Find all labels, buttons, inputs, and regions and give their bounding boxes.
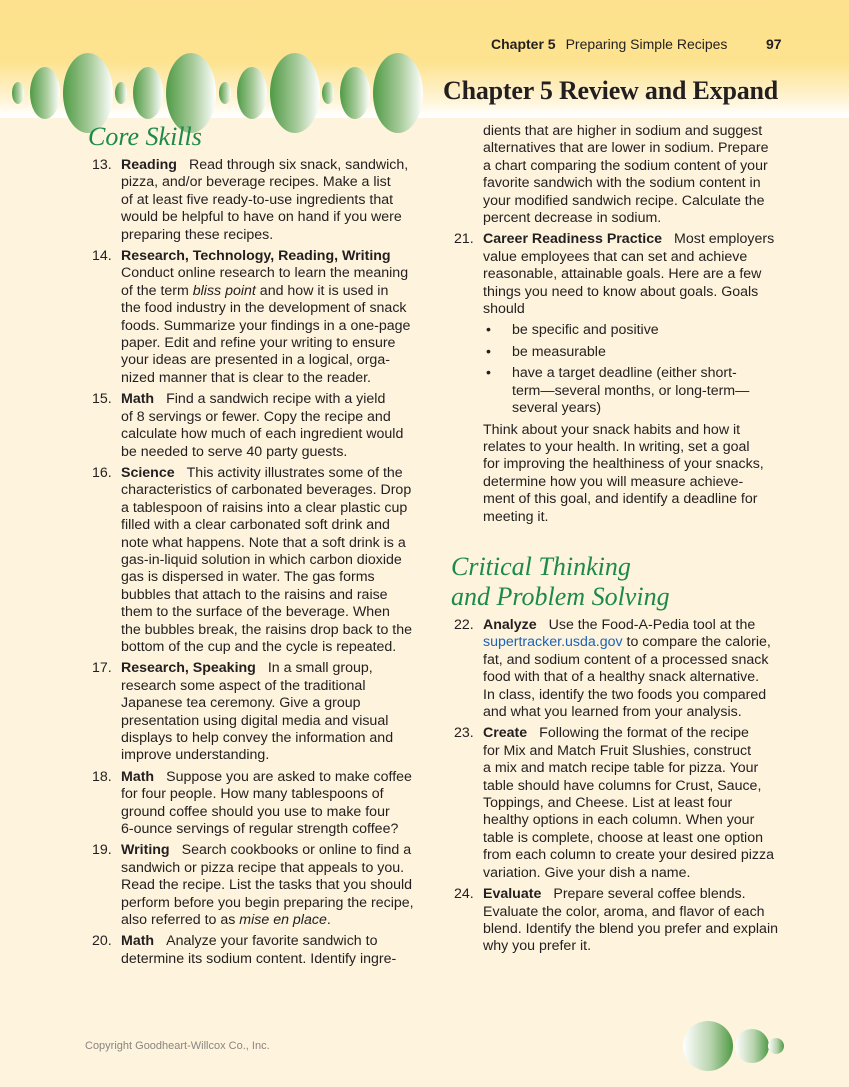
bullet-icon: • [486,365,491,382]
text-line [483,231,794,248]
item-label: Math [121,391,155,408]
line-text: Most employers [674,231,775,248]
text-line [483,509,794,526]
text-line [121,860,432,877]
line-text: gas is dispersed in water. The gas forms [121,569,375,586]
text-line [512,365,794,382]
line-text: several years) [512,400,602,417]
item-label: Math [121,768,155,785]
line-text: of at least five ready-to-use ingredients that [121,191,394,208]
text-line [121,535,432,552]
text-line [121,660,432,677]
line-text: should [483,301,525,318]
line-text: nized manner that is clear to the reader. [121,369,371,386]
text-line [483,439,794,456]
text-line [121,877,432,894]
circle-decoration [12,82,24,104]
text-line [121,895,432,912]
critical-thinking-list [454,617,794,960]
line-text: value employees that can set and achieve [483,248,748,265]
text-line [121,157,432,174]
text-line [121,248,432,265]
circle-decoration [768,1038,784,1054]
text-line [483,760,794,777]
text-line [483,474,794,491]
line-text: relates to your health. In writing, set a goal [483,438,750,455]
text-line [121,192,432,209]
text-line [512,400,794,417]
item-number: 23. [454,725,474,742]
line-text: Suppose you are asked to make coffee [166,768,412,785]
line-text: and what you learned from your analysis. [483,704,742,721]
text-line [483,456,794,473]
text-line [483,175,794,192]
line-text: term—several months, or long-term— [512,382,750,399]
activity-item [92,660,432,764]
line-text: table should have columns for Crust, Sauce, [483,777,762,794]
activity-item [92,465,432,656]
line-text: favorite sandwich with the sodium content in [483,175,761,192]
item-label: Writing [121,842,170,859]
chapter-number: Chapter 5 [491,36,556,52]
activity-item [454,886,794,956]
circle-decoration [340,67,370,119]
item-number: 14. [92,248,112,265]
text-line [121,622,432,639]
text-line [121,678,432,695]
text-line [483,158,794,175]
text-line [121,821,432,838]
circle-decoration [237,67,267,119]
text-line [121,370,432,387]
line-text: fat, and sodium content of a processed snack [483,651,769,668]
text-line [121,842,432,859]
bullet-item [483,365,794,417]
line-text: a mix and match recipe table for pizza. Your [483,760,759,777]
item-number: 13. [92,157,112,173]
website-link[interactable]: supertracker.usda.gov [483,634,623,651]
text-line [121,444,432,461]
line-text: your modified sandwich recipe. Calculate the [483,192,765,209]
text-line [121,409,432,426]
text-line [483,249,794,266]
line-text: alternatives that are lower in sodium. Prepare [483,140,769,157]
line-text: your ideas are presented in a logical, orga- [121,352,390,369]
item-number: 22. [454,617,474,633]
text-line [121,730,432,747]
item-number: 18. [92,768,112,785]
line-text: for four people. How many tablespoons of [121,786,384,803]
line-text: In a small group, [267,660,373,677]
text-line [483,938,794,955]
text-line [121,933,432,950]
text-line [483,193,794,210]
text-line [121,747,432,764]
core-skills-list [92,157,432,972]
bullet-item [483,322,794,339]
item-number: 21. [454,231,474,248]
line-text: research some aspect of the traditional [121,677,366,694]
line-text: . [326,912,331,929]
line-text: perform before you begin preparing the recipe, [121,894,414,911]
line-text: Evaluate the color, aroma, and flavor of each [483,903,765,920]
text-line [121,318,432,335]
circle-decoration [219,82,231,104]
line-text: things you need to know about goals. Goals [483,283,759,300]
line-text: filled with a clear carbonated soft drink and [121,517,390,534]
circle-decoration [115,82,127,104]
text-line [121,352,432,369]
circle-decoration [270,53,320,133]
line-text: have a target deadline (either short- [512,365,737,382]
circle-decoration [683,1021,733,1071]
circle-decoration [735,1029,769,1063]
activity-item [454,617,794,721]
line-text: note what happens. Note that a soft drink is a [121,534,406,551]
critical-thinking-heading [451,552,670,612]
line-text: percent decrease in sodium. [483,210,662,227]
core-skills-heading: Core Skills [88,122,202,151]
line-text: them to the surface of the beverage. When [121,604,390,621]
line-text: presentation using digital media and visual [121,712,389,729]
circle-decoration [322,82,334,104]
line-text: bottom of the cup and the cycle is repeated. [121,638,397,655]
text-line [483,743,794,760]
bullet-icon: • [486,322,491,339]
text-line [121,569,432,586]
item-number: 16. [92,464,112,481]
activity-item [92,769,432,839]
text-line [483,123,794,140]
circle-decoration [166,53,216,133]
line-text: from each column to create your desired pizza [483,847,774,864]
line-text: a chart comparing the sodium content of your [483,157,768,174]
closing-paragraph [454,422,794,526]
text-line [121,482,432,499]
text-line [483,830,794,847]
text-line [483,652,794,669]
line-text: calculate how much of each ingredient would [121,426,404,443]
line-text: be specific and positive [512,322,659,339]
item-number: 20. [92,933,112,950]
line-text: the food industry in the development of snack [121,300,407,317]
item-label: Math [121,933,155,950]
text-line [483,284,794,301]
line-text: food with that of a healthy snack alternative. [483,669,760,686]
bullet-item [483,344,794,361]
text-line [483,886,794,903]
line-text: for improving the healthiness of your snacks, [483,456,764,473]
text-line [483,491,794,508]
line-text: Find a sandwich recipe with a yield [166,391,386,408]
circle-decoration [30,67,60,119]
text-line [483,704,794,721]
line-text: characteristics of carbonated beverages. Drop [121,482,412,499]
circle-decoration [63,53,113,133]
page-number: 97 [766,36,782,52]
line-text: 6-ounce servings of regular strength coffee? [121,821,399,838]
text-line [483,422,794,439]
activity-item [92,391,432,461]
emphasized-term: mise en place [239,912,327,929]
line-text: of the term [121,282,193,299]
activity-item [92,933,432,968]
item-label: Evaluate [483,886,542,903]
line-text: bubbles that attach to the raisins and raise [121,586,388,603]
line-text: gas-in-liquid solution in which carbon dioxide [121,551,402,568]
text-line [483,210,794,227]
line-text: ment of this goal, and identify a deadline for [483,491,758,508]
item-label: Science [121,464,175,481]
bullet-icon: • [486,343,491,360]
text-line [512,322,794,339]
copyright: Copyright Goodheart-Willcox Co., Inc. [85,1040,270,1052]
line-text: the bubbles break, the raisins drop back to the [121,621,413,638]
text-line [121,912,432,929]
text-line [121,804,432,821]
text-line [483,725,794,742]
line-text: dients that are higher in sodium and suggest [483,123,763,139]
line-text: Following the format of the recipe [539,725,749,742]
text-line [121,209,432,226]
activity-item [92,248,432,387]
text-line [121,500,432,517]
heading-line: Critical Thinking [451,552,631,581]
line-text: This activity illustrates some of the [186,464,403,481]
item-number: 15. [92,391,112,408]
text-line [121,174,432,191]
circle-decoration [133,67,163,119]
item-label: Research, Speaking [121,660,256,677]
line-text: would be helpful to have on hand if you were [121,209,402,226]
line-text: of 8 servings or fewer. Copy the recipe and [121,408,391,425]
circle-decoration [373,53,423,133]
text-line [483,301,794,318]
text-line [121,951,432,968]
item-number: 17. [92,660,112,677]
item-label: Career Readiness Practice [483,231,663,248]
activity-item [454,725,794,882]
line-text: paper. Edit and refine your writing to ensure [121,335,396,352]
text-line [121,335,432,352]
text-line [483,266,794,283]
text-line [121,465,432,482]
text-line [121,391,432,408]
line-text: blend. Identify the blend you prefer and explain [483,920,778,937]
text-line [121,587,432,604]
line-text: In class, identify the two foods you compared [483,686,767,703]
line-text: determine how you will measure achieve- [483,473,744,490]
text-line [483,904,794,921]
text-line [121,517,432,534]
item-label: Create [483,725,528,742]
text-line [483,921,794,938]
line-text: variation. Give your dish a name. [483,864,691,881]
line-text: ground coffee should you use to make four [121,803,390,820]
text-line [121,695,432,712]
line-text: determine its sodium content. Identify ingre- [121,950,397,967]
line-text: Japanese tea ceremony. Give a group [121,695,361,712]
line-text: why you prefer it. [483,938,592,955]
text-line [483,687,794,704]
line-text: also referred to as [121,912,240,929]
line-text: Toppings, and Cheese. List at least four [483,795,733,812]
page-title: Chapter 5 Review and Expand [443,76,779,105]
activity-item [454,231,794,318]
line-text: displays to help convey the information and [121,730,394,746]
line-text: Use the Food-A-Pedia tool at the [548,617,756,633]
text-line [483,669,794,686]
text-line [121,265,432,282]
line-text: Read the recipe. List the tasks that you should [121,877,413,894]
line-text: table is complete, choose at least one option [483,829,763,846]
line-text: be needed to serve 40 party guests. [121,443,348,460]
text-line [483,617,794,634]
text-line [483,847,794,864]
text-line [483,778,794,795]
activity-item [92,157,432,244]
text-line [121,769,432,786]
item-number: 24. [454,886,474,903]
text-line [121,552,432,569]
right-column [454,123,794,530]
text-line [483,140,794,157]
line-text: reasonable, attainable goals. Here are a few [483,266,762,283]
item-number: 19. [92,842,112,859]
text-line [121,639,432,656]
line-text: pizza, and/or beverage recipes. Make a list [121,174,391,191]
line-text: to compare the calorie, [622,634,771,651]
emphasized-term: bliss point [192,282,256,299]
text-line [121,786,432,803]
line-text: Analyze your favorite sandwich to [166,933,378,950]
line-text: for Mix and Match Fruit Slushies, construct [483,742,752,759]
line-text: meeting it. [483,508,549,525]
line-text: foods. Summarize your findings in a one-page [121,317,411,334]
item-label: Reading [121,157,177,173]
line-text: preparing these recipes. [121,226,274,243]
text-line [483,865,794,882]
running-header [491,36,782,52]
line-text: healthy options in each column. When your [483,812,755,829]
activity-item [92,842,432,929]
text-line [483,795,794,812]
line-text: sandwich or pizza recipe that appeals to you. [121,859,405,876]
heading-line: and Problem Solving [451,582,670,611]
line-text: be measurable [512,343,606,360]
line-text: a tablespoon of raisins into a clear plastic cup [121,499,408,516]
line-text: Think about your snack habits and how it [483,421,741,438]
text-line [121,227,432,244]
line-text: and how it is used in [255,282,389,299]
line-text: Read through six snack, sandwich, [188,157,409,173]
text-line [121,300,432,317]
text-line [483,634,794,651]
text-line [512,344,794,361]
line-text: Prepare several coffee blends. [553,886,746,903]
text-line [483,812,794,829]
text-line [121,426,432,443]
text-line [121,713,432,730]
text-line [512,383,794,400]
item-label: Research, Technology, Reading, Writing [121,248,391,265]
continued-text [454,123,794,227]
text-line [121,283,432,300]
text-line [121,604,432,621]
line-text: improve understanding. [121,747,270,764]
chapter-title: Preparing Simple Recipes [565,36,728,52]
item-label: Analyze [483,617,537,633]
line-text: Conduct online research to learn the meaning [121,265,409,282]
line-text: Search cookbooks or online to find a [181,842,412,859]
